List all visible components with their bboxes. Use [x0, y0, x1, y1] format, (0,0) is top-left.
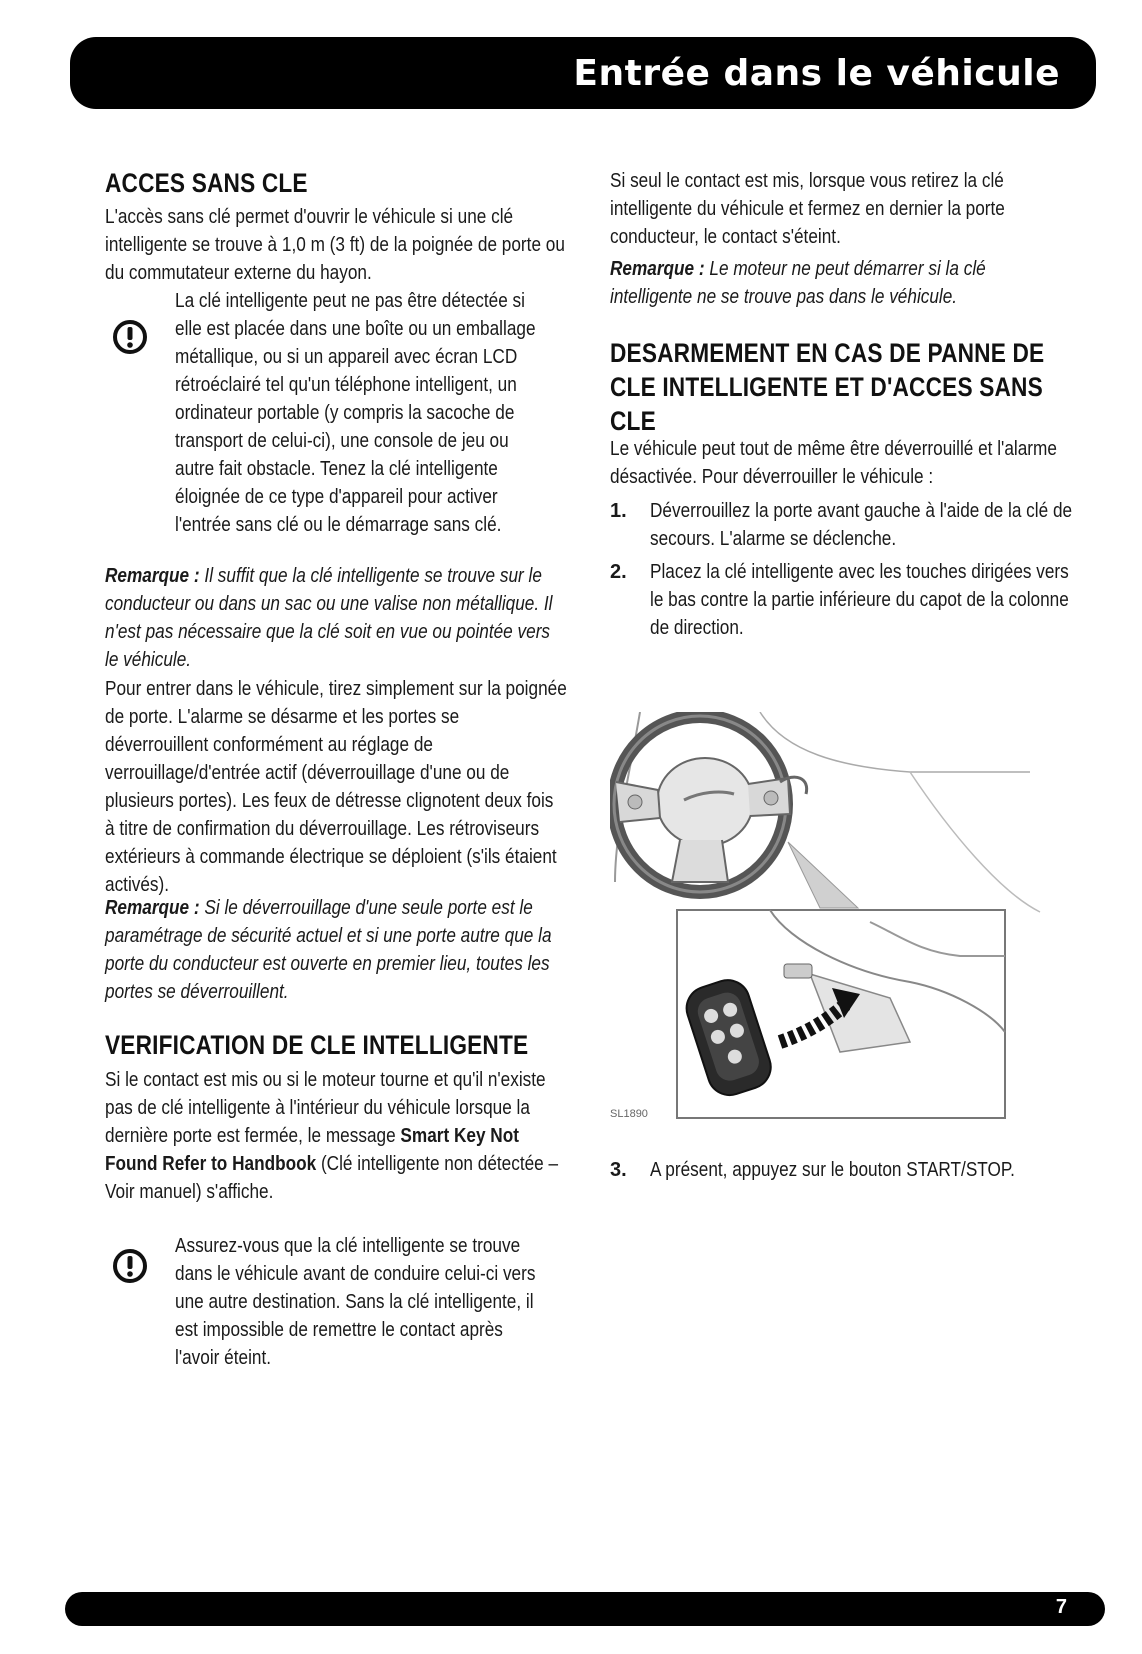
note-label: Remarque : [105, 897, 200, 919]
paragraph-part: Si le contact est mis ou si le moteur tourne et qu'il n'existe pas de clé intelligente à l'intérieur du véhicule lorsque la dernière porte est fermée, le message [105, 1069, 546, 1147]
steering-spoke-bottom [672, 840, 728, 882]
step-number: 2. [610, 561, 627, 583]
step-number: 1. [610, 500, 627, 522]
heading-verification: VERIFICATION DE CLE INTELLIGENTE [105, 1030, 529, 1060]
dash-line [760, 712, 1030, 772]
figure-label: SL1890 [610, 1108, 648, 1120]
warning-text: La clé intelligente peut ne pas être détectée si elle est placée dans une boîte ou un emballage métallique, ou si un appareil avec écran LCD rétroéclairé tel qu'un téléphone intelligent, un ordinateur portable (y compris la sacoche de transport de celui-ci), une console de jeu ou autre fait obstacle. Tenez la clé intelligente éloignée de ce type d'appareil pour activer l'entrée sans clé ou le démarrage sans clé. [175, 290, 536, 536]
paragraph [105, 1066, 567, 1206]
wheel-button [764, 791, 778, 805]
heading-acces-sans-cle: ACCES SANS CLE [105, 168, 308, 198]
step-text: Placez la clé intelligente avec les touches dirigées vers le bas contre la partie inférieure du capot de la colonne de direction. [650, 561, 1069, 639]
connector [784, 964, 812, 978]
paragraph: Si seul le contact est mis, lorsque vous retirez la clé intelligente du véhicule et fermez en dernier la porte conducteur, le contact s'éteint. [610, 170, 1005, 248]
step-number: 3. [610, 1159, 627, 1181]
wheel-button [628, 795, 642, 809]
warning-icon [111, 318, 149, 356]
paragraph: L'accès sans clé permet d'ouvrir le véhicule si une clé intelligente se trouve à 1,0 m (3 ft) de la poignée de porte ou du commutateur externe du hayon. [105, 206, 565, 284]
note-text: Le moteur ne peut démarrer si la clé intelligente ne se trouve pas dans le véhicule. [610, 258, 986, 308]
heading-desarmement: DESARMEMENT EN CAS DE PANNE DE CLE INTELLIGENTE ET D'ACCES SANS CLE [610, 338, 1045, 436]
step-text: A présent, appuyez sur le bouton START/STOP. [650, 1159, 1015, 1181]
note [105, 894, 567, 1006]
note [105, 562, 567, 674]
warning-text: Assurez-vous que la clé intelligente se trouve dans le véhicule avant de conduire celui-ci vers une autre destination. Sans la clé intelligente, il est impossible de remettre le contact après l'avoir éteint. [175, 1235, 536, 1369]
note [610, 255, 1072, 311]
chapter-title: Entrée dans le véhicule [573, 52, 1060, 94]
paragraph: Le véhicule peut tout de même être déverrouillé et l'alarme désactivée. Pour déverrouiller le véhicule : [610, 438, 1057, 488]
illustration-svg [610, 712, 1070, 1180]
dash-line [910, 772, 1040, 912]
step-text: Déverrouillez la porte avant gauche à l'aide de la clé de secours. L'alarme se déclenche. [650, 500, 1073, 550]
steering-wheel-hub [657, 758, 753, 846]
note-text: Il suffit que la clé intelligente se trouve sur le conducteur ou dans un sac ou une valise non métallique. Il n'est pas nécessaire que la clé soit en vue ou pointée vers le véhicule. [105, 565, 553, 671]
zoom-pointer [788, 842, 858, 908]
note-label: Remarque : [105, 565, 200, 587]
page-number: 7 [1055, 1596, 1067, 1618]
steering-column-illustration [610, 712, 1070, 1180]
paragraph: Pour entrer dans le véhicule, tirez simplement sur la poignée de porte. L'alarme se désarme et les portes se déverrouillent conformément au réglage de verrouillage/d'entrée actif (déverrouillage d'une ou de plusieurs portes). Les feux de détresse clignotent deux fois à titre de confirmation du déverrouillage. Les rétroviseurs extérieurs à commande électrique se déploient (s'ils étaient activés). [105, 678, 567, 896]
chapter-header-bar [70, 37, 1096, 109]
dashboard-message: Smart Key Not Found Refer to Handbook [105, 1125, 519, 1175]
footer-bar [65, 1592, 1105, 1626]
paragraph-part: (Clé intelligente non détectée – Voir manuel) s'affiche. [105, 1153, 559, 1203]
warning-icon [111, 1247, 149, 1285]
note-label: Remarque : [610, 258, 705, 280]
note-text: Si le déverrouillage d'une seule porte est le paramétrage de sécurité actuel et si une porte autre que la porte du conducteur est ouverte en premier lieu, toutes les portes se déverrouillent. [105, 897, 552, 1003]
